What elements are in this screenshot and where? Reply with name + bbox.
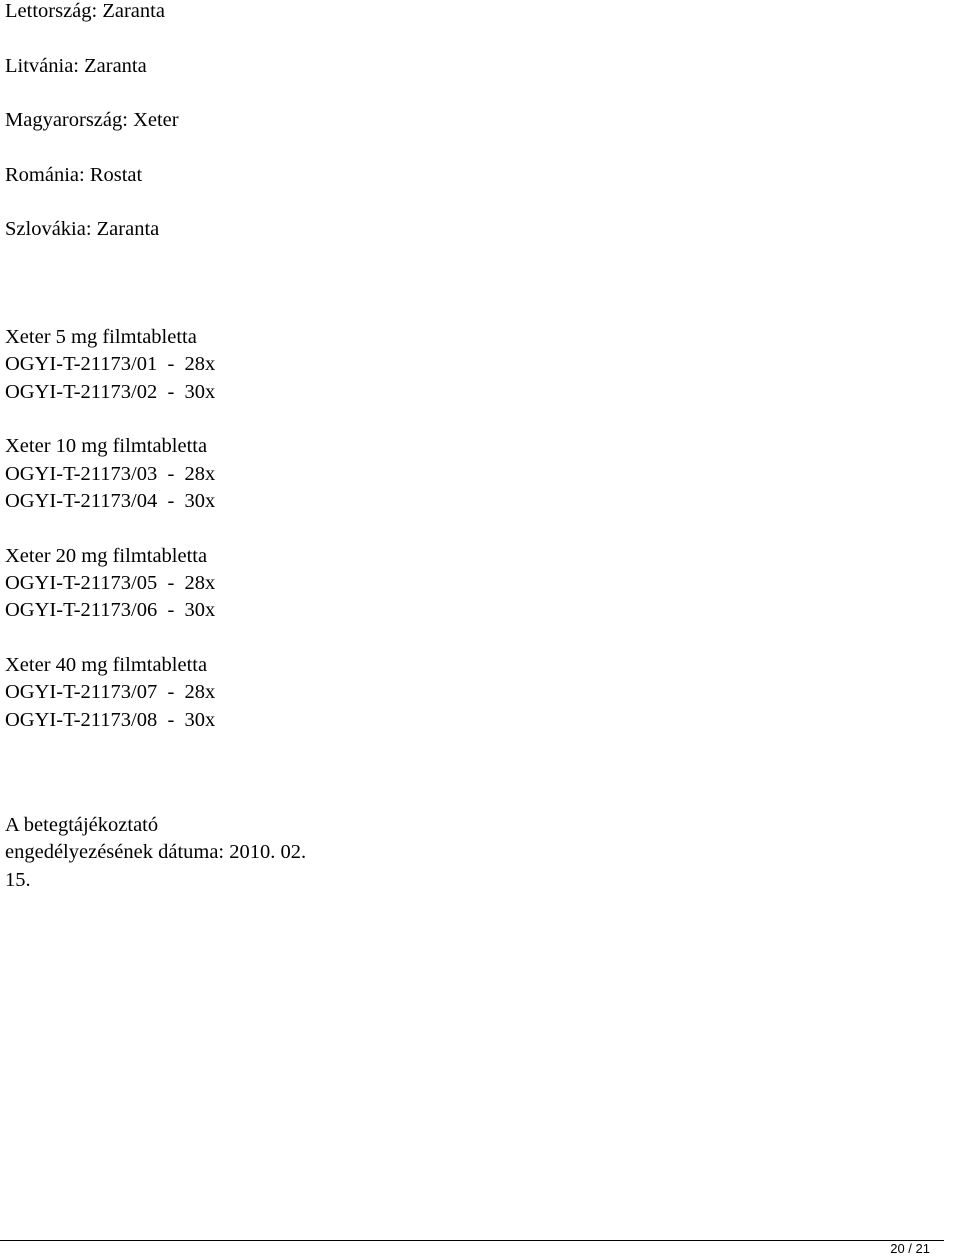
- product-name: Xeter 10 mg filmtabletta: [5, 435, 208, 458]
- pack-registration: OGYI-T-21173/01 - 28x: [5, 353, 216, 376]
- product-registration-list: [5, 324, 905, 762]
- approval-line: engedélyezésének dátuma: 2010. 02.: [5, 841, 307, 864]
- product-group-20mg: [5, 543, 905, 625]
- approval-line: 15.: [5, 868, 31, 891]
- footer-divider: [0, 1240, 944, 1241]
- product-group-40mg: [5, 652, 905, 734]
- country-entry-latvia: Lettország: Zaranta: [5, 0, 165, 22]
- pack-registration: OGYI-T-21173/06 - 30x: [5, 599, 216, 622]
- product-group-5mg: [5, 324, 905, 406]
- pack-registration: OGYI-T-21173/04 - 30x: [5, 489, 216, 512]
- pack-registration: OGYI-T-21173/02 - 30x: [5, 380, 216, 403]
- product-name: Xeter 5 mg filmtabletta: [5, 326, 197, 348]
- pack-registration: OGYI-T-21173/05 - 28x: [5, 572, 216, 595]
- approval-line: A betegtájékoztató: [5, 814, 159, 836]
- page-number: 20 / 21: [890, 1241, 930, 1256]
- product-group-10mg: [5, 433, 905, 515]
- pack-registration: OGYI-T-21173/07 - 28x: [5, 681, 216, 704]
- country-entry-romania: Románia: Rostat: [5, 163, 143, 186]
- leaflet-approval-date: [5, 812, 905, 894]
- pack-registration: OGYI-T-21173/03 - 28x: [5, 462, 216, 485]
- product-name: Xeter 40 mg filmtabletta: [5, 654, 208, 677]
- pack-registration: OGYI-T-21173/08 - 30x: [5, 708, 216, 731]
- country-entry-slovakia: Szlovákia: Zaranta: [5, 218, 160, 240]
- country-entry-lithuania: Litvánia: Zaranta: [5, 54, 147, 77]
- country-name-list: [5, 0, 905, 273]
- country-entry-hungary: Magyarország: Xeter: [5, 109, 179, 131]
- product-name: Xeter 20 mg filmtabletta: [5, 544, 208, 567]
